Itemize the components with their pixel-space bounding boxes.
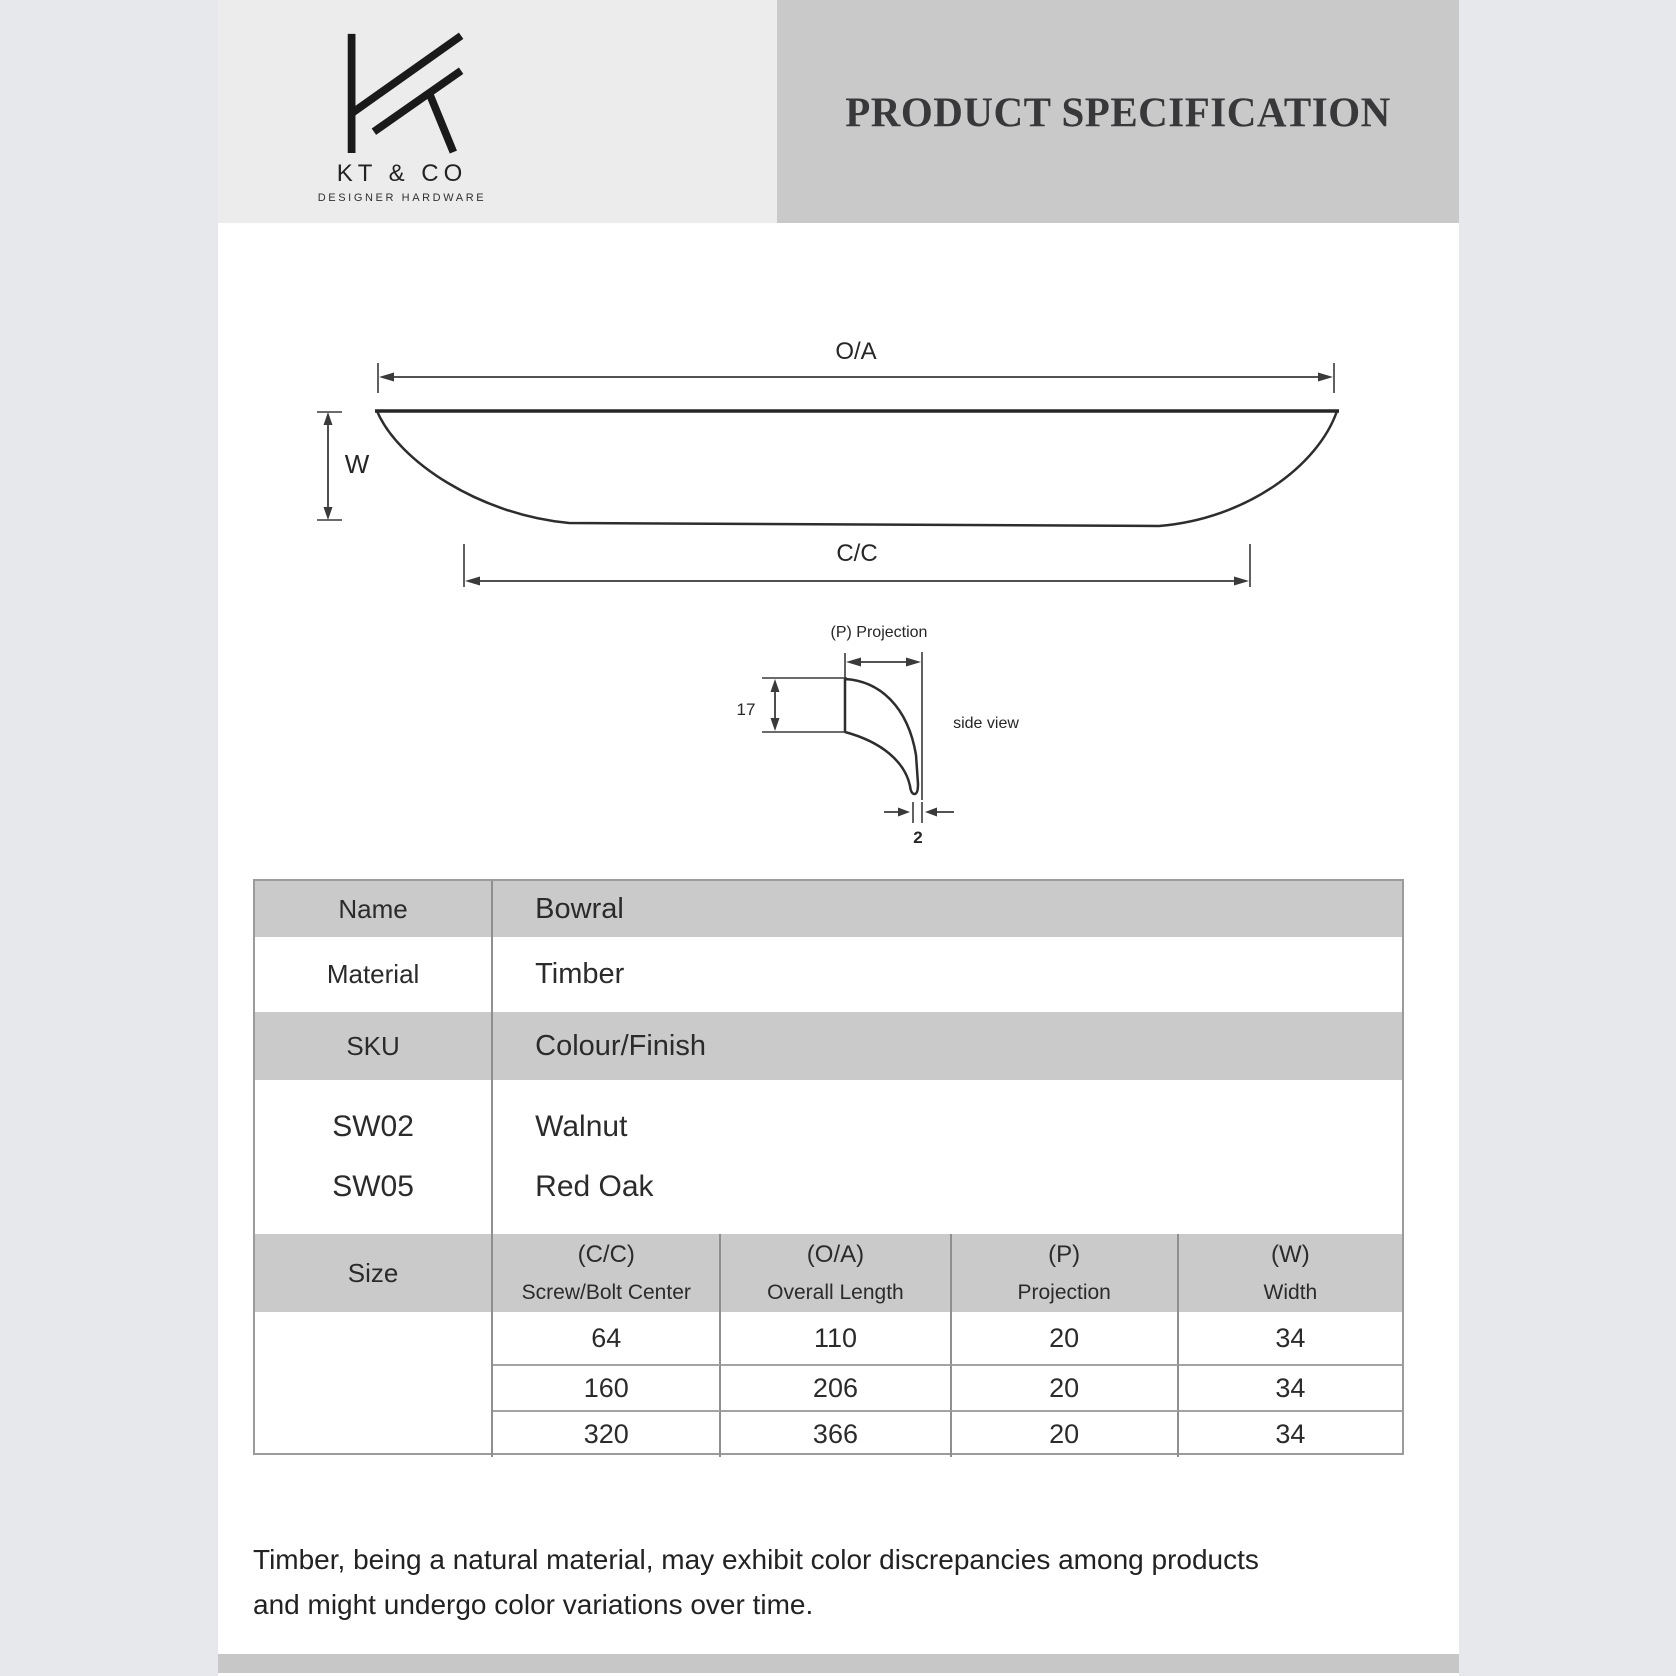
column-name: Projection [1017,1281,1111,1304]
overall-length-label: O/A [835,338,877,365]
size-column-header [1179,1234,1402,1312]
size-value-p: 20 [952,1364,1179,1410]
column-abbr: (O/A) [806,1241,865,1268]
column-name: Width [1263,1281,1318,1304]
disclaimer-line: and might undergo color variations over time. [253,1588,814,1620]
size-column-header [952,1234,1179,1312]
column-name: Overall Length [767,1281,904,1304]
spec-material-value: Timber [535,958,625,990]
side-view-label: side view [953,715,1019,732]
width-label: W [344,449,370,479]
sku-finish: Red Oak [535,1170,654,1203]
brand-tagline: DESIGNER HARDWARE [317,192,487,204]
size-value-oa: 110 [721,1312,951,1364]
footer-bar [218,1654,1459,1673]
size-value-p: 20 [952,1312,1179,1364]
sku-codes [255,1080,493,1234]
size-column-header [493,1234,721,1312]
tip-thickness-label: 2 [913,828,923,847]
size-value-oa: 366 [721,1410,951,1457]
sku-code: SW02 [332,1110,414,1143]
size-value-oa: 206 [721,1364,951,1410]
size-value-p: 20 [952,1410,1179,1457]
column-abbr: (C/C) [577,1241,635,1268]
spec-table [253,879,1404,1455]
centers-label: C/C [836,540,878,567]
technical-drawing [218,223,1459,880]
spec-sku-value: Colour/Finish [493,1012,1402,1080]
projection-label: (P) Projection [830,624,928,641]
column-name: Screw/Bolt Center [521,1281,691,1304]
spec-name-label: Name [255,881,493,937]
spec-name-value: Bowral [493,881,1402,937]
size-value-w: 34 [1179,1410,1402,1457]
brand-name: KT & CO [336,160,468,187]
page-title: PRODUCT SPECIFICATION [845,87,1391,136]
size-value-w: 34 [1179,1364,1402,1410]
size-value-cc: 320 [493,1410,721,1457]
disclaimer-text [253,1538,1443,1628]
size-column-header [721,1234,951,1312]
handle-front-view [377,411,1337,526]
column-abbr: (P) [1048,1241,1081,1268]
disclaimer-line: Timber, being a natural material, may exhibit color discrepancies among products [253,1544,1259,1575]
spec-sku-label: SKU [255,1012,493,1080]
document-page [218,0,1459,1676]
sku-finishes [493,1080,1402,1234]
logo-area [218,0,777,223]
spec-material-label: Material [255,937,493,1012]
size-value-cc: 160 [493,1364,721,1410]
sku-finish: Walnut [535,1110,628,1143]
size-label-spacer [255,1312,493,1457]
handle-side-view [845,679,918,794]
size-value-w: 34 [1275,1322,1306,1353]
size-label: Size [255,1234,493,1312]
brand-logo [218,28,586,204]
sku-code: SW05 [332,1170,414,1203]
size-value-cc: 64 [493,1312,721,1364]
title-banner [777,0,1459,223]
column-abbr: (W) [1271,1241,1310,1268]
kt-monogram-icon [339,28,465,154]
top-thickness-label: 17 [736,700,756,719]
